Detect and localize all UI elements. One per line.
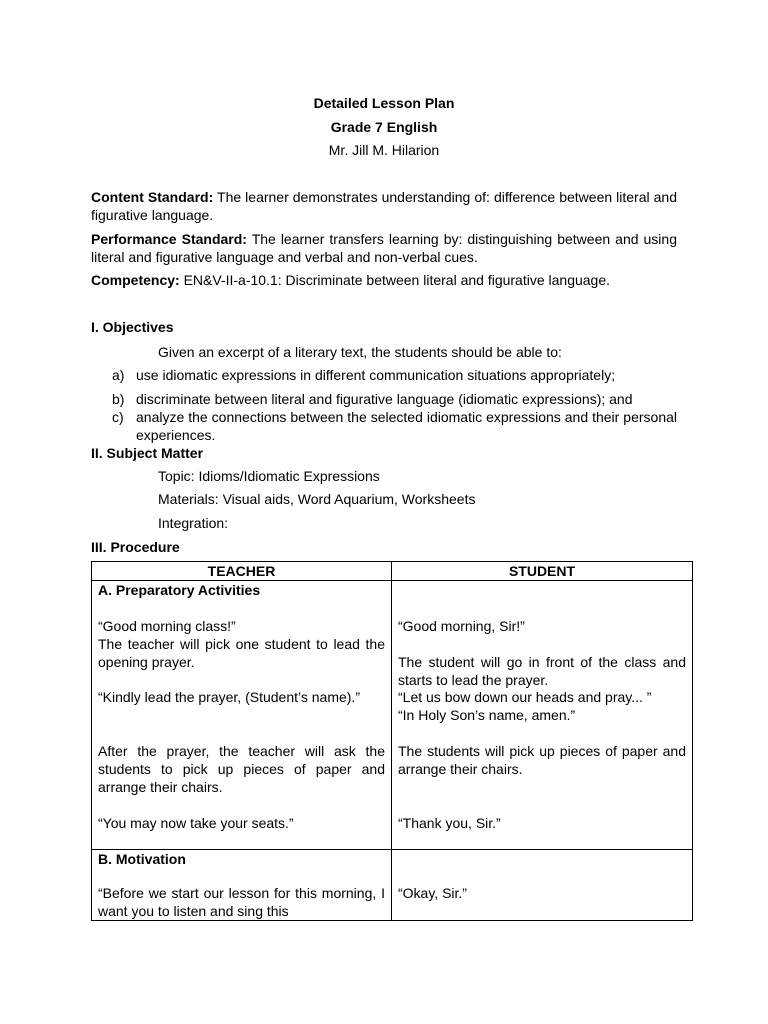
- student-okay: “Okay, Sir.”: [398, 885, 467, 901]
- teacher-name: Mr. Jill M. Hilarion: [328, 142, 440, 158]
- objective-item-c: analyze the connections between the selected idiomatic expressions and their personal experiences.: [136, 409, 677, 443]
- content-standard-label: Content Standard:: [91, 189, 214, 205]
- student-greeting: “Good morning, Sir!”: [398, 618, 525, 634]
- objectives-intro: Given an excerpt of a literary text, the students should be able to:: [158, 344, 562, 360]
- procedure-table: [91, 561, 693, 921]
- subject-topic: Topic: Idioms/Idiomatic Expressions: [158, 468, 380, 484]
- teacher-greeting: “Good morning class!”: [98, 618, 236, 634]
- motivation-student-cell: [392, 850, 693, 921]
- preparatory-teacher-cell: [92, 581, 392, 850]
- table-row: [92, 581, 693, 850]
- student-lead-prayer: The student will go in front of the class and starts to lead the prayer.: [398, 654, 686, 688]
- performance-standard-text: The learner transfers learning by: distinguishing between and using literal and figurative language and verbal and non-verbal cues.: [91, 231, 677, 265]
- subject-matter-heading: II. Subject Matter: [91, 445, 204, 461]
- subject-integration: Integration:: [158, 515, 229, 531]
- student-pick-paper: The students will pick up pieces of paper and arrange their chairs.: [398, 743, 686, 777]
- doc-title: Detailed Lesson Plan: [313, 95, 455, 111]
- preparatory-activities-title: A. Preparatory Activities: [98, 582, 261, 598]
- teacher-motivation-text: “Before we start our lesson for this morning, I want you to listen and sing this: [98, 885, 385, 919]
- teacher-column-header: TEACHER: [92, 562, 392, 581]
- objective-item-b: discriminate between literal and figurative language (idiomatic expressions); and: [136, 391, 633, 407]
- table-row: [92, 850, 693, 921]
- teacher-prayer-note: The teacher will pick one student to lead the opening prayer.: [98, 636, 385, 670]
- competency-label: Competency:: [91, 272, 180, 288]
- subject-materials: Materials: Visual aids, Word Aquarium, Worksheets: [158, 491, 476, 507]
- content-standard: [91, 188, 677, 224]
- objective-item-a: use idiomatic expressions in different communication situations appropriately;: [136, 367, 616, 383]
- motivation-title: B. Motivation: [98, 851, 186, 867]
- student-prayer-line: “Let us bow down our heads and pray... ”: [398, 689, 652, 705]
- teacher-prayer-request: “Kindly lead the prayer, (Student’s name).”: [98, 689, 360, 705]
- objective-marker-b: b): [112, 391, 125, 407]
- table-header-row: [92, 562, 693, 581]
- motivation-teacher-cell: [92, 850, 392, 921]
- performance-standard: [91, 230, 677, 266]
- performance-standard-label: Performance Standard:: [91, 231, 247, 247]
- objective-marker-a: a): [112, 367, 125, 383]
- objective-marker-c: c): [112, 409, 124, 425]
- student-column-header: STUDENT: [392, 562, 693, 581]
- competency-text: EN&V-II-a-10.1: Discriminate between literal and figurative language.: [179, 272, 611, 288]
- preparatory-student-cell: [392, 581, 693, 850]
- student-thank-you: “Thank you, Sir.”: [398, 815, 501, 831]
- procedure-heading: III. Procedure: [91, 539, 180, 555]
- teacher-after-prayer: After the prayer, the teacher will ask the students to pick up pieces of paper and arrange their chairs.: [98, 743, 385, 795]
- student-amen: “In Holy Son’s name, amen.”: [398, 707, 576, 723]
- teacher-take-seats: “You may now take your seats.”: [98, 815, 294, 831]
- objectives-heading: I. Objectives: [91, 319, 174, 335]
- competency: [91, 271, 677, 289]
- doc-subtitle: Grade 7 English: [330, 119, 438, 135]
- content-standard-text: The learner demonstrates understanding of: difference between literal and figurative language.: [91, 189, 677, 223]
